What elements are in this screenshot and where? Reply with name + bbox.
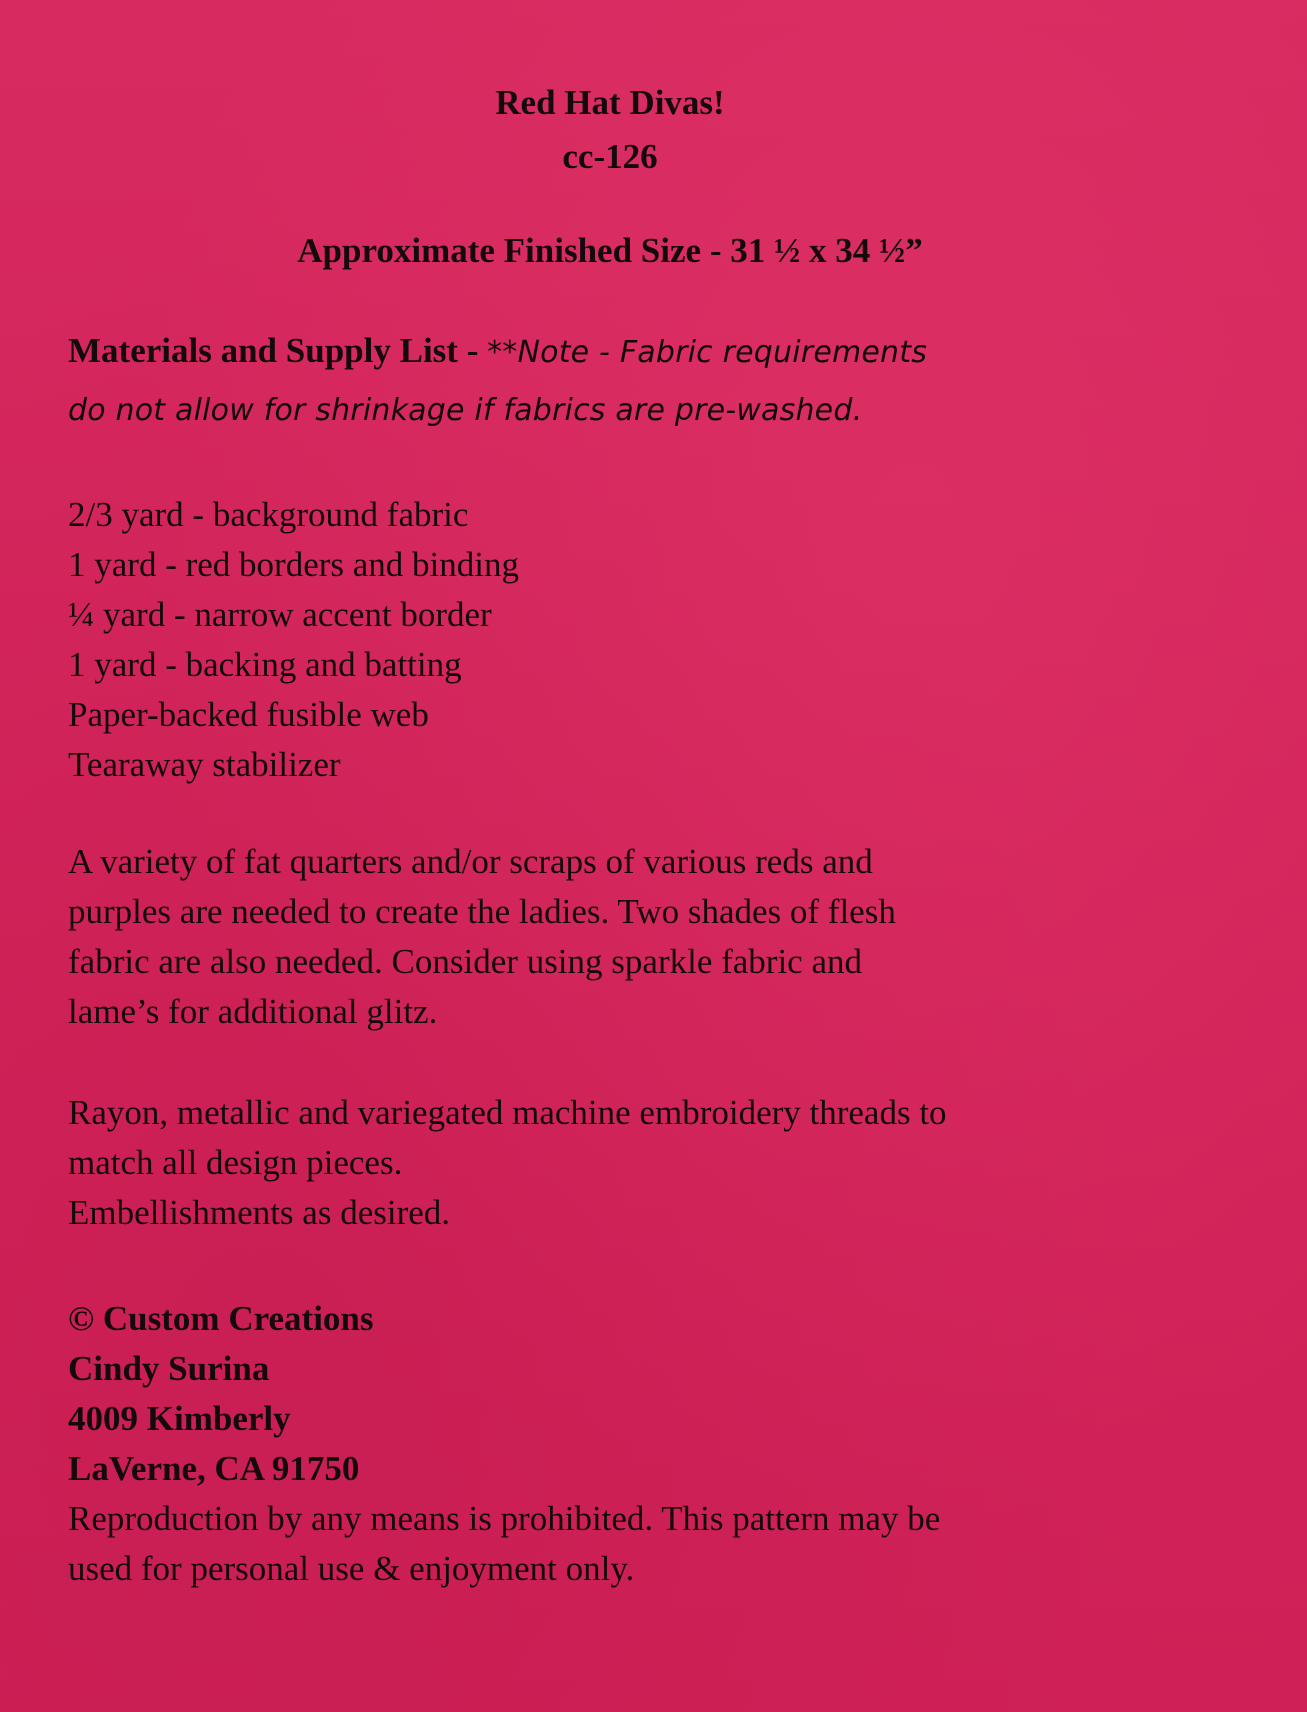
list-item: ¼ yard - narrow accent border <box>68 595 492 634</box>
designer-name: Cindy Surina <box>68 1349 270 1388</box>
copyright-notice-line1: Reproduction by any means is prohibited. This pattern may be <box>68 1499 941 1538</box>
variety-paragraph <box>68 837 1248 1037</box>
copyright-notice-line2: used for personal use & enjoyment only. <box>68 1549 635 1588</box>
materials-label: Materials and Supply List - <box>68 331 488 370</box>
list-item: 1 yard - red borders and binding <box>68 545 519 584</box>
fabric-note-line1: **Note - Fabric requirements <box>487 335 928 370</box>
pattern-title: Red Hat Divas! <box>495 83 725 122</box>
materials-list <box>68 490 1248 790</box>
pattern-code: cc-126 <box>562 137 658 176</box>
list-item: 1 yard - backing and batting <box>68 645 462 684</box>
fabric-note-line2: do not allow for shrinkage if fabrics are pre-washed. <box>68 393 863 428</box>
company-info <box>68 1294 1248 1594</box>
paragraph-line: Rayon, metallic and variegated machine embroidery threads to <box>68 1093 947 1132</box>
threads-paragraph <box>68 1088 1248 1238</box>
paragraph-line: match all design pieces. <box>68 1143 403 1182</box>
paragraph-line: purples are needed to create the ladies. Two shades of flesh <box>68 892 896 931</box>
city-state-zip: LaVerne, CA 91750 <box>68 1449 360 1488</box>
street-address: 4009 Kimberly <box>68 1399 291 1438</box>
paragraph-line: fabric are also needed. Consider using sparkle fabric and <box>68 942 862 981</box>
list-item: 2/3 yard - background fabric <box>68 495 469 534</box>
title-block <box>0 76 1220 184</box>
company-name: © Custom Creations <box>68 1299 374 1338</box>
finished-size: Approximate Finished Size - 31 ½ x 34 ½” <box>297 231 923 270</box>
materials-heading <box>68 326 1248 436</box>
paragraph-line: A variety of fat quarters and/or scraps of various reds and <box>68 842 873 881</box>
paragraph-line: lame’s for additional glitz. <box>68 992 438 1031</box>
paragraph-line: Embellishments as desired. <box>68 1193 451 1232</box>
list-item: Tearaway stabilizer <box>68 745 341 784</box>
list-item: Paper-backed fusible web <box>68 695 429 734</box>
